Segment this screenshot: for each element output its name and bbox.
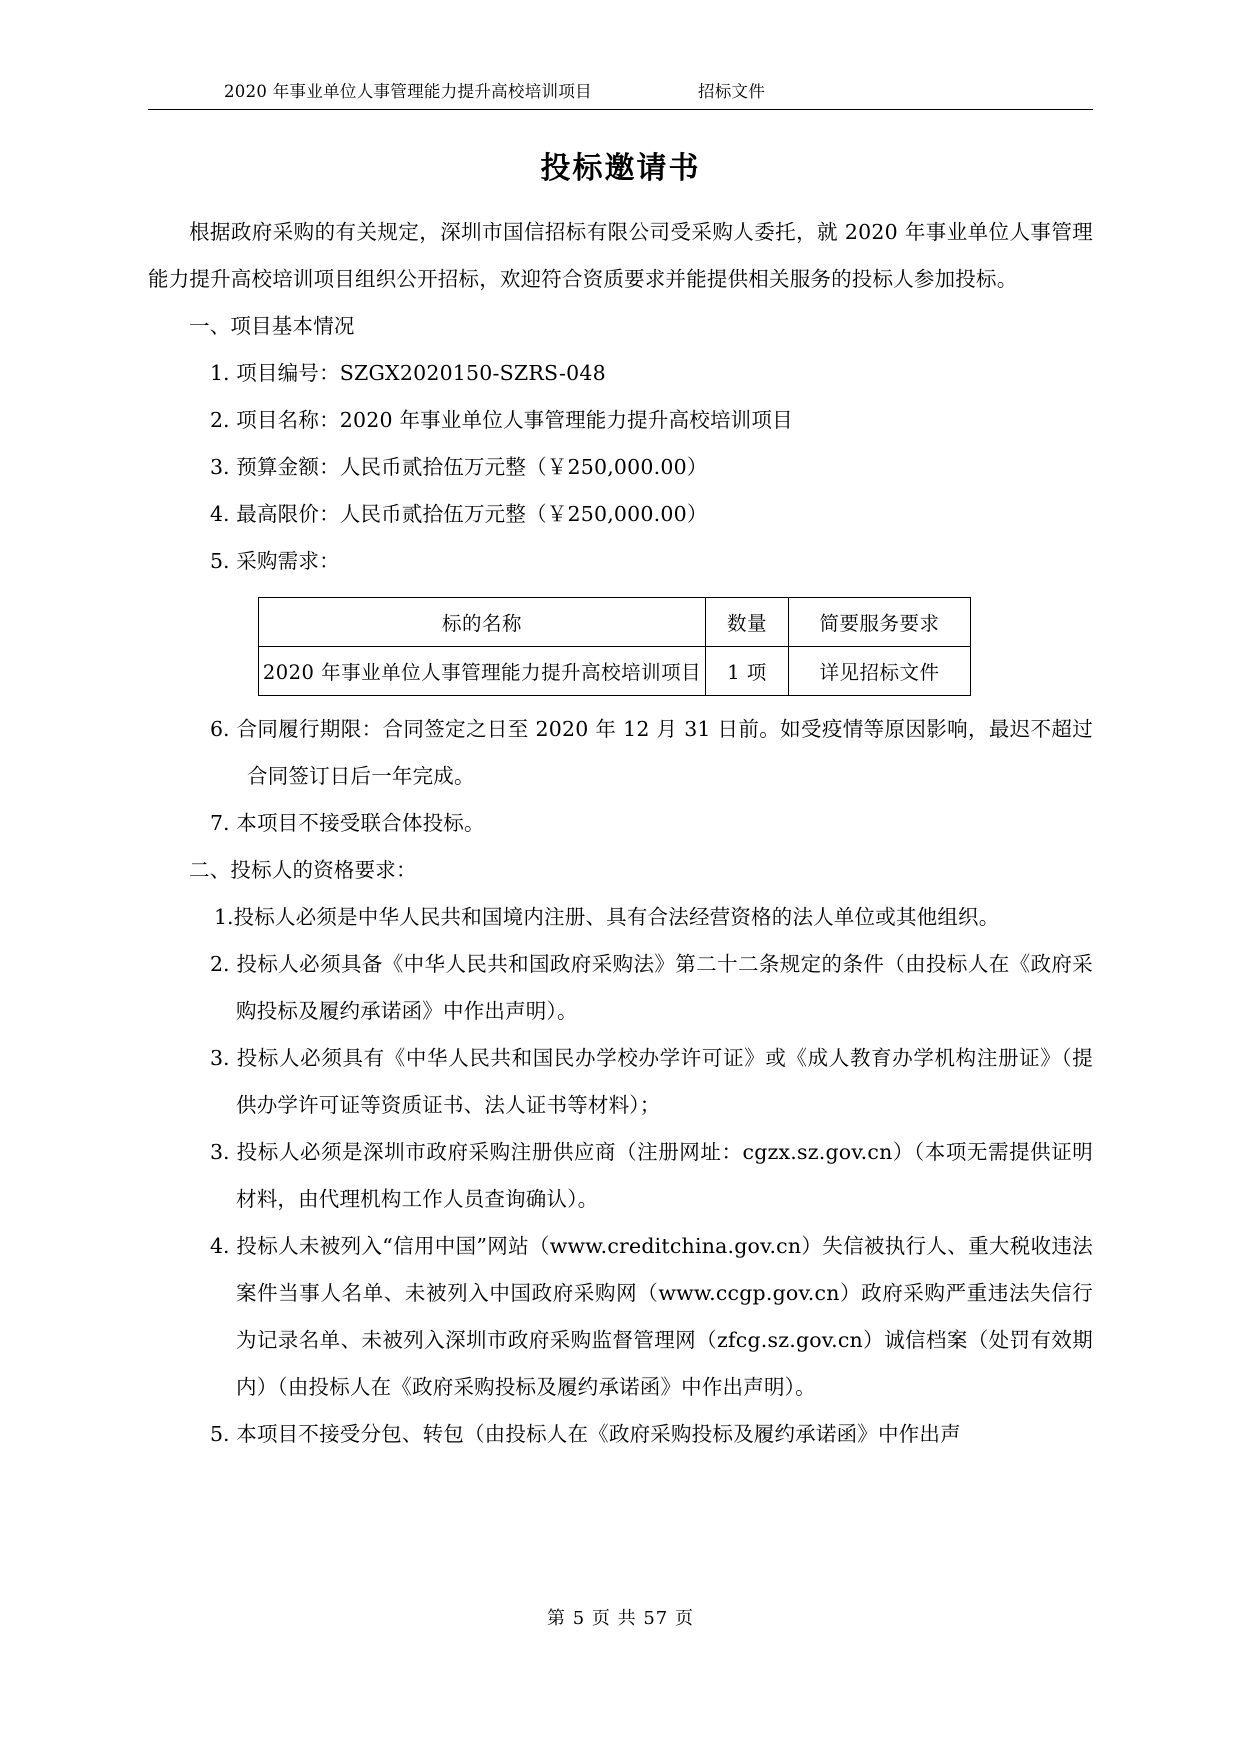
item-text: 项目名称：2020 年事业单位人事管理能力提升高校培训项目 [236,408,793,432]
item-text: 投标人必须具备《中华人民共和国政府采购法》第二十二条规定的条件（由投标人在《政府采购投标及履约承诺函》中作出声明）。 [236,952,1094,1023]
item-max-price [148,491,1093,538]
item-text: 本项目不接受联合体投标。 [236,811,485,835]
section-heading-2: 二、投标人的资格要求： [189,858,417,882]
item-text: 投标人必须是深圳市政府采购注册供应商（注册网址：cgzx.sz.gov.cn）（本项无需提供证明材料，由代理机构工作人员查询确认）。 [236,1140,1094,1211]
header-project-title: 2020 年事业单位人事管理能力提升高校培训项目 [224,82,592,101]
qualification-item-3a [148,1035,1093,1129]
section-heading-1: 一、项目基本情况 [189,314,355,338]
item-text: 采购需求： [236,549,340,573]
column-header-service: 简要服务要求 [789,598,971,647]
item-text: 投标人必须是中华人民共和国境内注册、具有合法经营资格的法人单位或其他组织。 [233,905,1000,929]
item-procurement-requirement [148,538,1093,585]
item-number: 2. [210,408,230,432]
item-number: 1. [214,905,234,929]
item-number: 1. [210,361,230,385]
item-number: 7. [210,811,230,835]
page-title: 投标邀请书 [540,151,701,186]
item-number: 3. [210,1046,230,1070]
item-project-number [148,350,1093,397]
page-content [148,0,1093,1458]
qualification-item-2 [148,941,1093,1035]
lead-paragraph: 根据政府采购的有关规定，深圳市国信招标有限公司受采购人委托，就 2020 年事业单位人事管理能力提升高校培训项目组织公开招标，欢迎符合资质要求并能提供相关服务的投标人参加投标。 [148,220,1093,291]
running-header [148,78,1093,110]
item-number: 6. [210,717,230,741]
table-header-row [259,598,971,647]
qualification-item-1 [148,894,1093,941]
cell-service-requirement: 详见招标文件 [789,647,971,696]
table-row [259,647,971,696]
column-header-quantity: 数量 [706,598,789,647]
item-number: 2. [210,952,230,976]
item-no-consortium [148,800,1093,847]
item-project-name [148,397,1093,444]
procurement-table [258,597,971,696]
qualification-item-5 [148,1411,1093,1458]
procurement-table-wrapper [148,597,1093,696]
page-footer: 第 5 页 共 57 页 [547,1608,694,1629]
item-text: 最高限价：人民币贰拾伍万元整（￥250,000.00） [236,502,708,526]
item-number: 3. [210,1140,230,1164]
cell-item-name: 2020 年事业单位人事管理能力提升高校培训项目 [259,647,706,696]
qualification-item-4 [148,1223,1093,1411]
item-text: 预算金额：人民币贰拾伍万元整（￥250,000.00） [236,455,708,479]
item-number: 5. [210,549,230,573]
item-text: 合同履行期限：合同签定之日至 2020 年 12 月 31 日前。如受疫情等原因影响，最迟不超过合同签订日后一年完成。 [236,717,1093,788]
header-doc-type: 招标文件 [697,82,766,101]
item-number: 3. [210,455,230,479]
item-text: 项目编号：SZGX2020150-SZRS-048 [236,361,606,385]
item-number: 4. [210,1234,230,1258]
item-text: 投标人必须具有《中华人民共和国民办学校办学许可证》或《成人教育办学机构注册证》（提供办学许可证等资质证书、法人证书等材料）； [236,1046,1094,1117]
item-contract-period [148,706,1093,800]
item-text: 投标人未被列入“信用中国”网站（www.creditchina.gov.cn）失信被执行人、重大税收违法案件当事人名单、未被列入中国政府采购网（www.ccgp.gov.cn）政府采购严重违法失信行为记录名单、未被列入深圳市政府采购监督管理网（zfcg.sz.gov.cn）诚信档案（处罚有效期内）（由投标人在《政府采购投标及履约承诺函》中作出声明）。 [236,1234,1093,1399]
item-number: 5. [210,1422,230,1446]
qualification-item-3b [148,1129,1093,1223]
item-text: 本项目不接受分包、转包（由投标人在《政府采购投标及履约承诺函》中作出声 [236,1422,961,1446]
item-number: 4. [210,502,230,526]
cell-quantity: 1 项 [706,647,789,696]
item-budget-amount [148,444,1093,491]
column-header-name: 标的名称 [259,598,706,647]
